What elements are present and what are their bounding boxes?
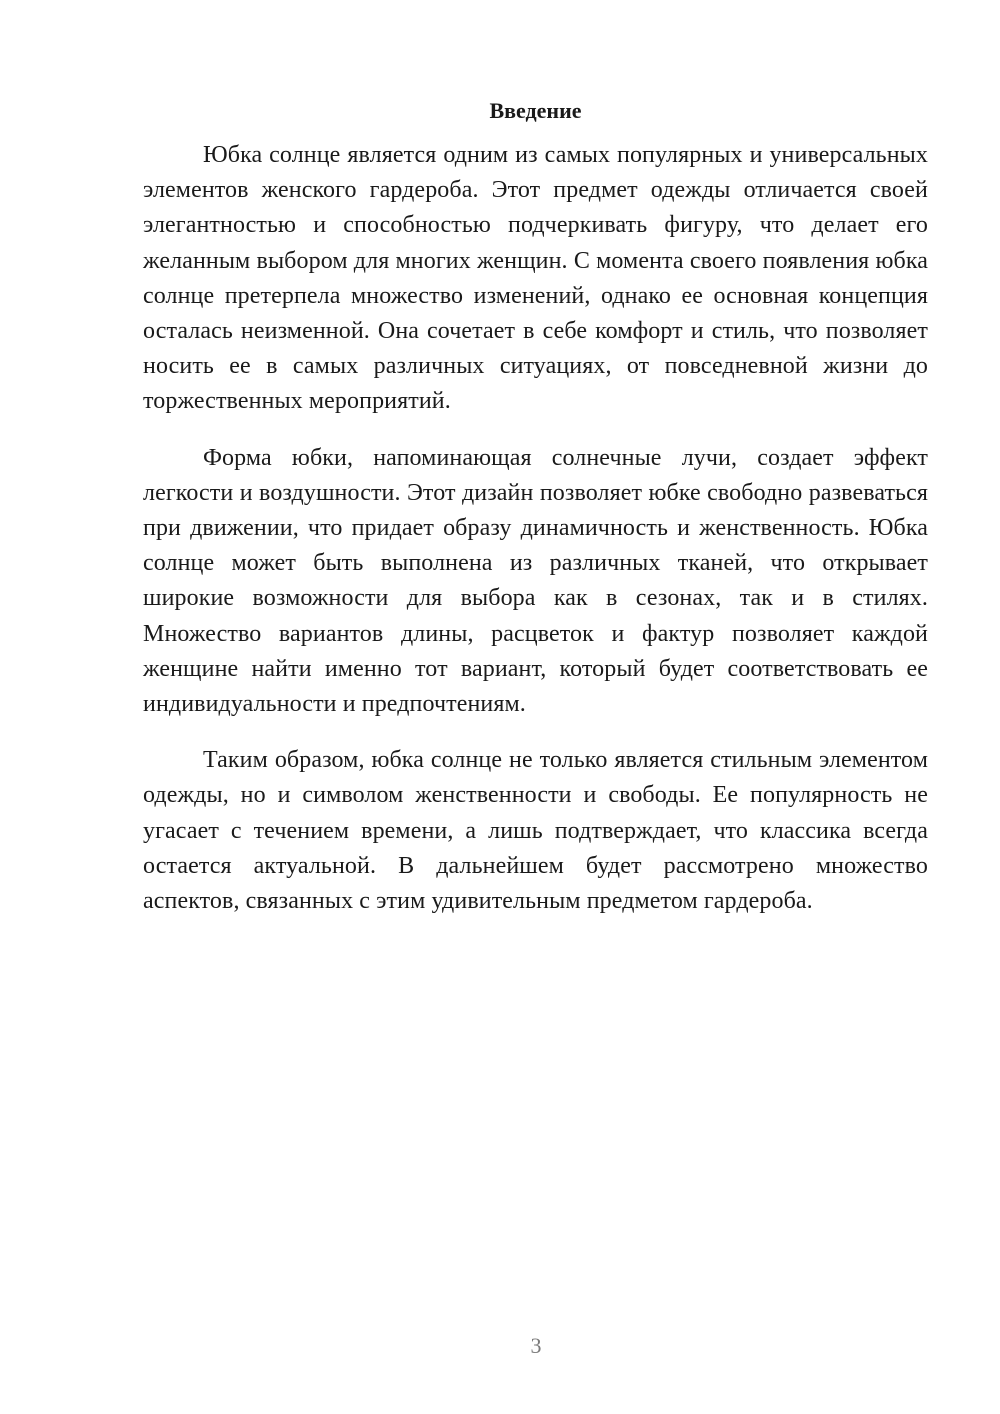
paragraph-form: Форма юбки, напоминающая солнечные лучи, создает эффект легкости и воздушности. Этот дизайн позволяет юбке свободно развеваться при движении, что придает образу динамичность и женственность. Юбка солнце может быть выполнена из различных тканей, что открывает широкие возможности для выбора как в сезонах, так и в стилях. Множество вариантов длины, расцветок и фактур позволяет каждой женщине найти именно тот вариант, который будет соответствовать ее индивидуальности и предпочтениям.: [143, 444, 928, 718]
page-number: 3: [530, 1333, 542, 1358]
page-content: [143, 96, 928, 940]
page-title: Введение: [489, 98, 582, 123]
paragraph-intro: Юбка солнце является одним из самых популярных и универсальных элементов женского гардероба. Этот предмет одежды отличается своей элегантностью и способностью подчеркивать фигуру, что делает его желанным выбором для многих женщин. С момента своего появления юбка солнце претерпела множество изменений, однако ее основная концепция осталась неизменной. Она сочетает в себе комфорт и стиль, что позволяет носить ее в самых различных ситуациях, от повседневной жизни до торжественных мероприятий.: [143, 142, 928, 415]
paragraph-conclusion: Таким образом, юбка солнце не только является стильным элементом одежды, но и символом женственности и свободы. Ее популярность не угасает с течением времени, а лишь подтверждает, что классика всегда остается актуальной. В дальнейшем будет рассмотрено множество аспектов, связанных с этим удивительным предметом гардероба.: [143, 747, 928, 915]
